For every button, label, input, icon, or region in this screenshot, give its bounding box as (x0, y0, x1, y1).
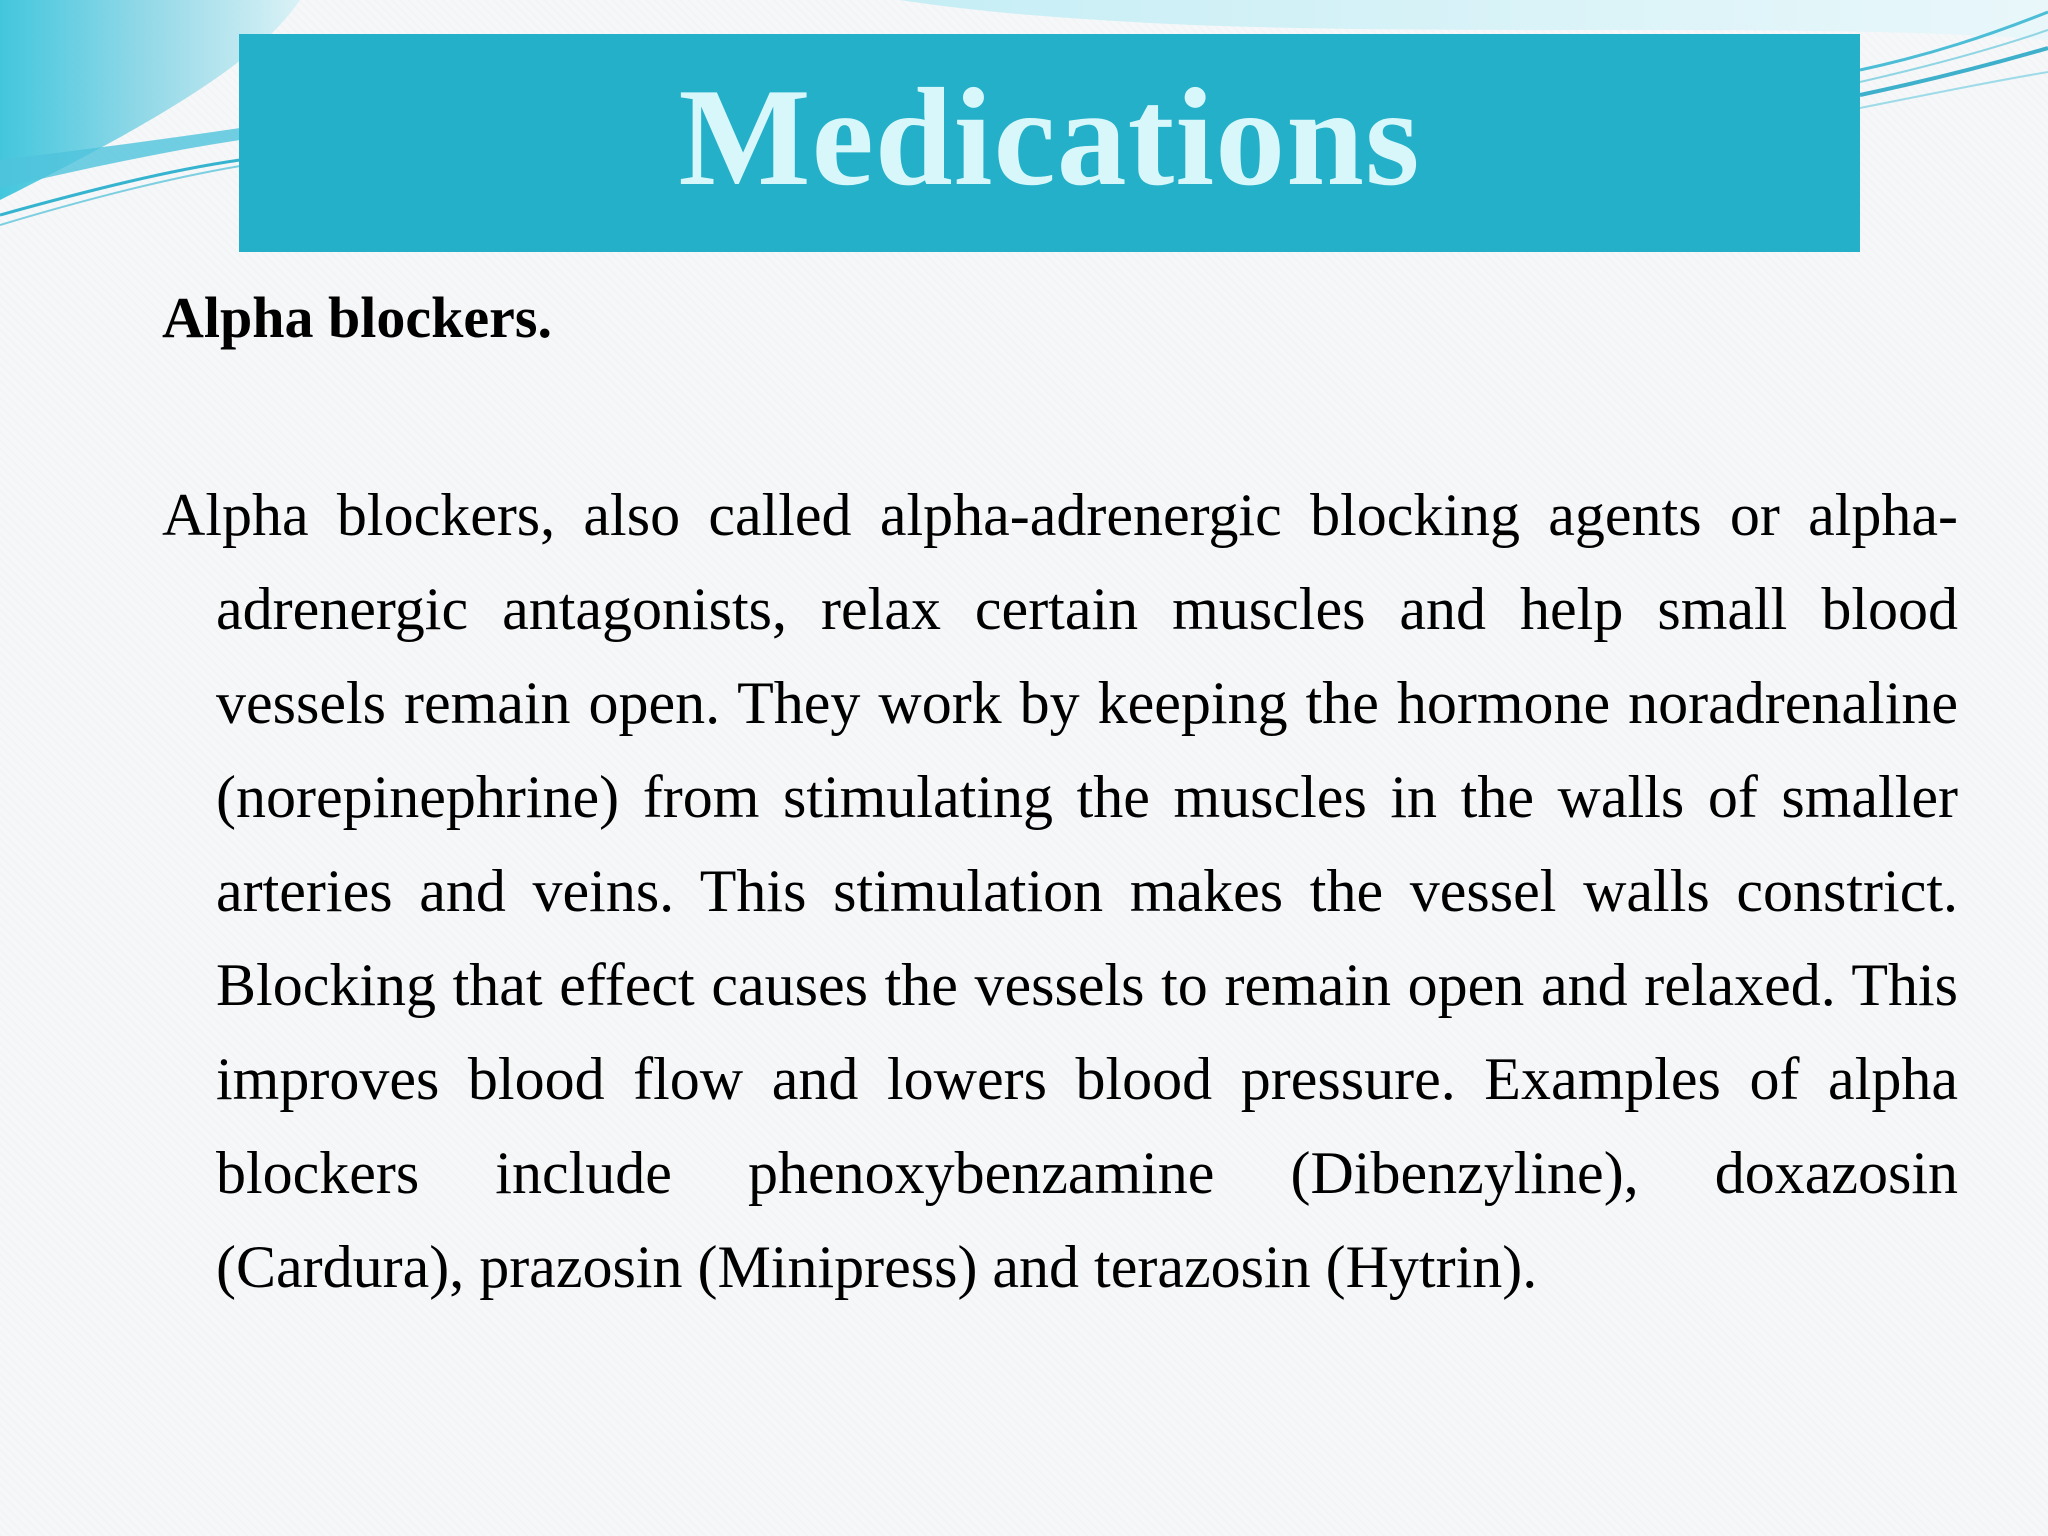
slide-title: Medications (678, 60, 1421, 215)
section-heading: Alpha blockers. (162, 285, 552, 350)
body-paragraph: Alpha blockers, also called alpha-adrenergic blocking agents or alpha-adrenergic antagonists, relax certain muscles and help small blood vessels remain open. They work by keeping the hormone noradrenaline (norepinephrine) from stimulating the muscles in the walls of smaller arteries and veins. This stimulation makes the vessel walls constrict. Blocking that effect causes the vessels to remain open and relaxed. This improves blood flow and lowers blood pressure. Examples of alpha blockers include phenoxybenzamine (Dibenzyline), doxazosin (Cardura), prazosin (Minipress) and terazosin (Hytrin). (162, 482, 1958, 1300)
title-banner (239, 34, 1860, 252)
